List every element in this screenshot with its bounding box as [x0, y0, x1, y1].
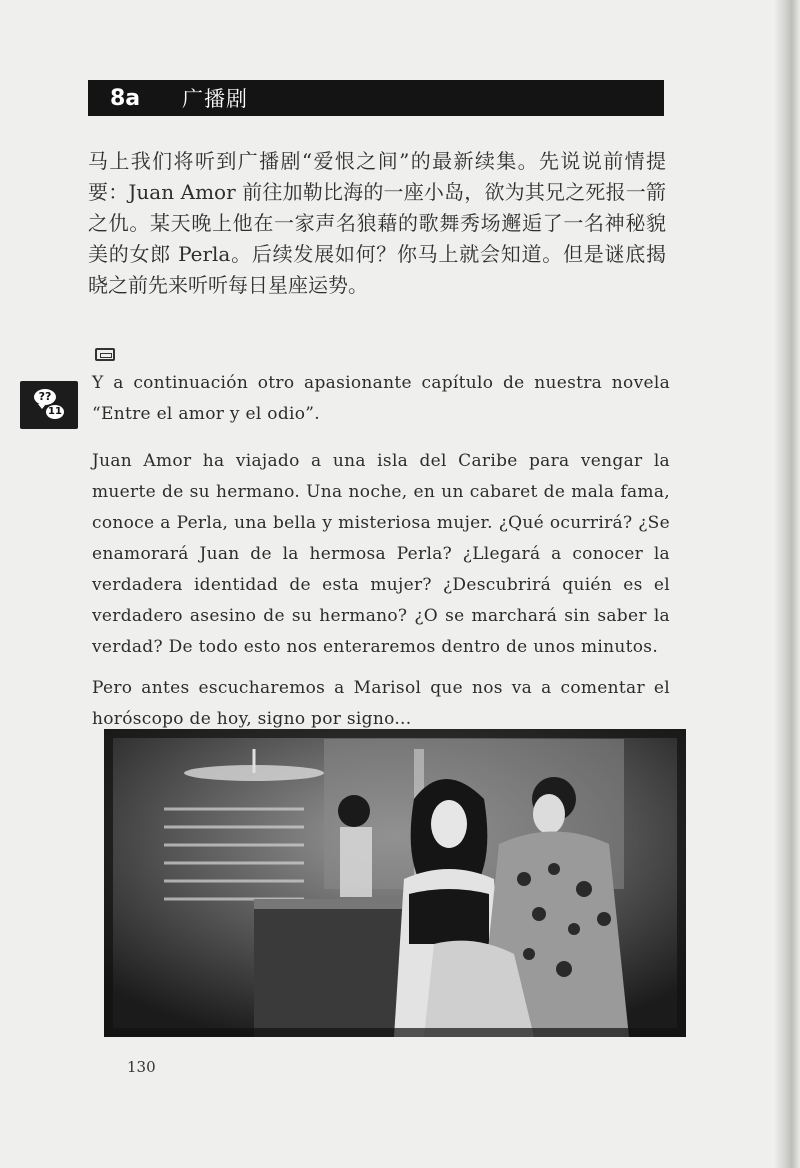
track-number: 11	[46, 405, 64, 419]
speech-bubble-icon: ??	[34, 389, 56, 405]
page-number: 130	[127, 1058, 156, 1076]
cassette-icon	[95, 348, 115, 361]
intro-paragraph-chinese: 马上我们将听到广播剧“爱恨之间”的最新续集。先说说前情提要：Juan Amor 前往加勒比海的一座小岛，欲为其兄之死报一箭之仇。某天晚上他在一家声名狼藉的歌舞秀场邂逅了一名神秘貌美的女郎 Perla。后续发展如何？你马上就会知道。但是谜底揭晓之前先来听听每日星座运势。	[88, 149, 666, 297]
page-edge-shadow	[772, 0, 800, 1168]
spanish-paragraph-2: Juan Amor ha viajado a una isla del Caribe para vengar la muerte de su hermano. Una noche, en un cabaret de mala fama, conoce a Perla, una bella y misteriosa mujer. ¿Qué ocurrirá? ¿Se enamorará Juan de la hermosa Perla? ¿Llegará a conocer la verdadera identidad de esta mujer? ¿Descubrirá quién es el verdadero asesino de su hermano? ¿O se marchará sin saber la verdad? De todo esto nos enteraremos dentro de unos minutos.	[92, 451, 670, 657]
cabaret-illustration	[104, 729, 686, 1037]
section-title: 广播剧	[182, 87, 248, 111]
spanish-paragraph-3: Pero antes escucharemos a Marisol que nos va a comentar el horóscopo de hoy, signo por signo...	[92, 678, 670, 729]
spanish-paragraph-1: Y a continuación otro apasionante capítulo de nuestra novela “Entre el amor y el odio”.	[92, 373, 670, 424]
section-number: 8a	[110, 85, 141, 111]
section-header-banner	[88, 80, 664, 116]
cabaret-scene-drawing	[104, 729, 686, 1037]
audio-track-badge[interactable]	[20, 381, 78, 429]
